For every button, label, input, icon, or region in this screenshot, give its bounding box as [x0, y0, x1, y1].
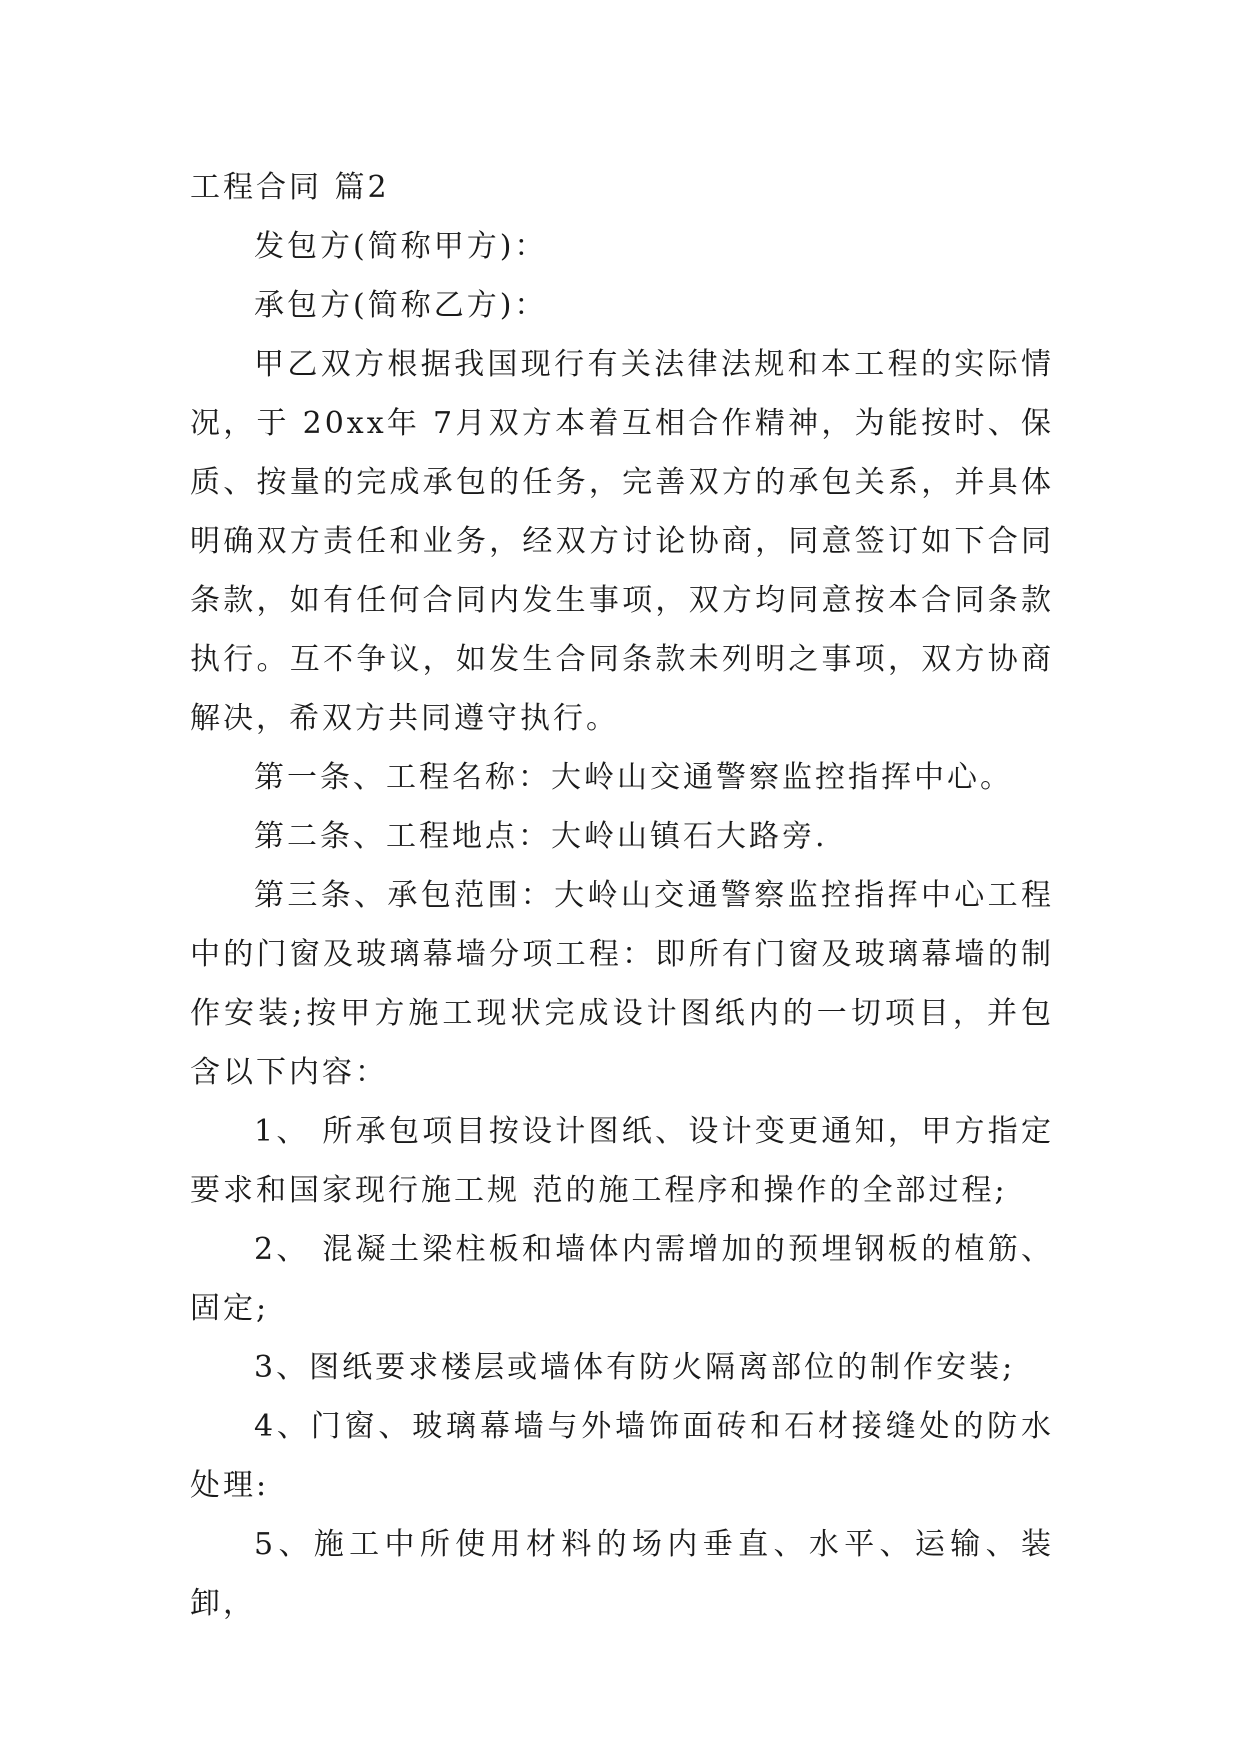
party-b-line: 承包方(简称乙方)：: [254, 288, 548, 323]
scope-item-5: 5、施工中所使用材料的场内垂直、水平、运输、装卸，: [190, 1527, 1054, 1621]
party-a-line: 发包方(简称甲方)：: [254, 229, 548, 264]
preamble-paragraph: 甲乙双方根据我国现行有关法律法规和本工程的实际情况，于 20xx年 7月双方本着互相合作精神，为能按时、保质、按量的完成承包的任务，完善双方的承包关系，并具体明确双方责任和业务，经双方讨论协商，同意签订如下合同条款，如有任何合同内发生事项，双方均同意按本合同条款执行。互不争议，如发生合同条款未列明之事项，双方协商解决，希双方共同遵守执行。: [190, 347, 1054, 736]
scope-item-2: 2、 混凝土梁柱板和墙体内需增加的预埋钢板的植筋、固定;: [190, 1232, 1054, 1326]
article-3-contract-scope: 第三条、承包范围：大岭山交通警察监控指挥中心工程中的门窗及玻璃幕墙分项工程：即所有门窗及玻璃幕墙的制作安装;按甲方施工现状完成设计图纸内的一切项目，并包含以下内容：: [190, 878, 1054, 1090]
scope-item-1: 1、 所承包项目按设计图纸、设计变更通知，甲方指定要求和国家现行施工规 范的施工程序和操作的全部过程;: [190, 1114, 1054, 1208]
document-title: 工程合同 篇2: [190, 170, 390, 205]
article-1-project-name: 第一条、工程名称：大岭山交通警察监控指挥中心。: [254, 760, 1013, 795]
document-body: [190, 158, 1054, 1633]
scope-item-3: 3、图纸要求楼层或墙体有防火隔离部位的制作安装;: [254, 1350, 1016, 1385]
article-2-project-location: 第二条、工程地点：大岭山镇石大路旁.: [254, 819, 828, 854]
scope-item-4: 4、门窗、玻璃幕墙与外墙饰面砖和石材接缝处的防水处理:: [190, 1409, 1054, 1503]
